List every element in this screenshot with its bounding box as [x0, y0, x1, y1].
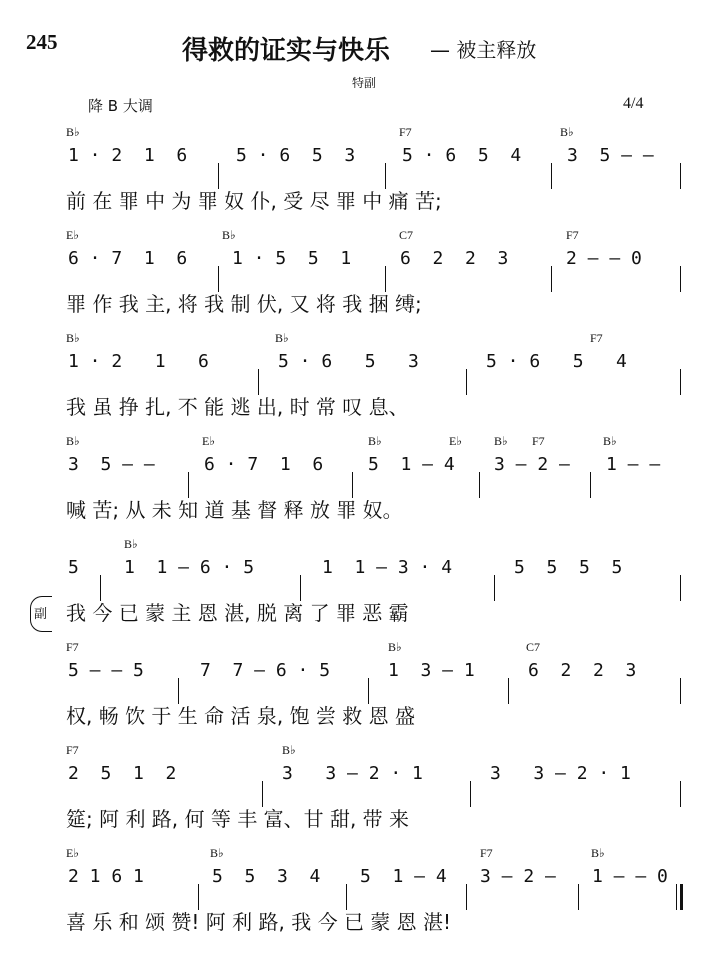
- song-title: 得救的证实与快乐: [182, 36, 391, 66]
- page-number: 245: [26, 30, 58, 54]
- measure-notes: 1 — —: [606, 454, 661, 475]
- measure-notes: 2 5 1 2: [68, 763, 177, 784]
- measure-notes: 3 5 — —: [68, 454, 155, 475]
- measure-notes: 6 2 2 3: [400, 248, 509, 269]
- measure-notes: 5 1 — 4: [368, 454, 455, 475]
- key-signature: 降 B 大调: [88, 97, 153, 115]
- chord: B♭: [66, 434, 80, 448]
- chord: E♭: [66, 228, 79, 242]
- chord: B♭: [222, 228, 236, 242]
- measure-notes: 1 1 — 3 · 4: [322, 557, 453, 578]
- chord: C7: [399, 228, 414, 242]
- chord: F7: [590, 331, 603, 345]
- measure-notes: 5 5 5 5: [514, 557, 623, 578]
- measure-notes: 1 — — 0: [592, 866, 668, 887]
- measure-notes: 1 3 — 1: [388, 660, 475, 681]
- measure-notes: 2 — — 0: [566, 248, 642, 269]
- time-signature: 4/4: [623, 95, 644, 112]
- measure-notes: 6 · 7 1 6: [68, 248, 188, 269]
- score-line: [0, 846, 721, 950]
- lyric-line: 罪 作 我 主, 将 我 制 伏, 又 将 我 捆 缚;: [66, 292, 422, 316]
- chord: F7: [566, 228, 579, 242]
- lyric-line: 我 虽 挣 扎, 不 能 逃 出, 时 常 叹 息、: [66, 395, 409, 419]
- lyric-line: 我 今 已 蒙 主 恩 湛, 脱 离 了 罪 恶 霸: [66, 601, 409, 625]
- measure-notes: 3 3 — 2 · 1: [490, 763, 631, 784]
- chord: B♭: [591, 846, 605, 860]
- measure-notes: 3 — 2 —: [494, 454, 570, 475]
- score-line: [0, 640, 721, 744]
- song-subtitle: — 被主释放: [430, 38, 537, 62]
- measure-notes: 1 1 — 6 · 5: [124, 557, 255, 578]
- lyric-line: 喜 乐 和 颂 赞! 阿 利 路, 我 今 已 蒙 恩 湛!: [66, 910, 452, 934]
- measure-notes: 1 · 2 1 6: [68, 145, 188, 166]
- chord: C7: [526, 640, 541, 654]
- chord: B♭: [66, 125, 80, 139]
- measure-notes: 1 · 2 1 6: [68, 351, 209, 372]
- measure-notes: 3 — 2 —: [480, 866, 556, 887]
- chord: F7: [66, 743, 79, 757]
- chord: B♭: [560, 125, 574, 139]
- measure-notes: 5 · 6 5 3: [278, 351, 419, 372]
- measure-notes: 5 · 6 5 3: [236, 145, 356, 166]
- chord: F7: [532, 434, 545, 448]
- lyric-line: 喊 苦; 从 未 知 道 基 督 释 放 罪 奴。: [66, 498, 403, 522]
- chord: B♭: [388, 640, 402, 654]
- measure-notes: 6 2 2 3: [528, 660, 637, 681]
- chord: B♭: [210, 846, 224, 860]
- chord: E♭: [202, 434, 215, 448]
- lyric-line: 权, 畅 饮 于 生 命 活 泉, 饱 尝 救 恩 盛: [66, 704, 416, 728]
- score-line: [0, 331, 721, 435]
- chord: F7: [480, 846, 493, 860]
- measure-notes: 3 3 — 2 · 1: [282, 763, 423, 784]
- score-line: [0, 434, 721, 538]
- chord: B♭: [494, 434, 508, 448]
- measure-notes: 5 5 3 4: [212, 866, 321, 887]
- measure-notes: 2 1 6 1: [68, 866, 144, 887]
- score-line: [0, 743, 721, 847]
- lyric-line: 筵; 阿 利 路, 何 等 丰 富、甘 甜, 带 来: [66, 807, 410, 831]
- measure-notes: 1 · 5 5 1: [232, 248, 352, 269]
- chord: B♭: [66, 331, 80, 345]
- chord: B♭: [603, 434, 617, 448]
- chord: F7: [399, 125, 412, 139]
- chord: B♭: [282, 743, 296, 757]
- measure-notes: 5: [68, 557, 79, 578]
- chord: B♭: [368, 434, 382, 448]
- chord: F7: [66, 640, 79, 654]
- lyric-line: 前 在 罪 中 为 罪 奴 仆, 受 尽 罪 中 痛 苦;: [66, 189, 442, 213]
- score-line: [0, 125, 721, 229]
- chorus-marker: 副: [30, 596, 52, 632]
- score-line: [0, 537, 721, 641]
- measure-notes: 5 · 6 5 4: [486, 351, 627, 372]
- chord: E♭: [449, 434, 462, 448]
- chord: E♭: [66, 846, 79, 860]
- chord: B♭: [275, 331, 289, 345]
- measure-notes: 6 · 7 1 6: [204, 454, 324, 475]
- measure-notes: 7 7 — 6 · 5: [200, 660, 331, 681]
- section-label: 特副: [352, 76, 377, 90]
- measure-notes: 5 · 6 5 4: [402, 145, 522, 166]
- measure-notes: 5 1 — 4: [360, 866, 447, 887]
- measure-notes: 5 — — 5: [68, 660, 144, 681]
- measure-notes: 3 5 — —: [567, 145, 654, 166]
- chord: B♭: [124, 537, 138, 551]
- score-line: [0, 228, 721, 332]
